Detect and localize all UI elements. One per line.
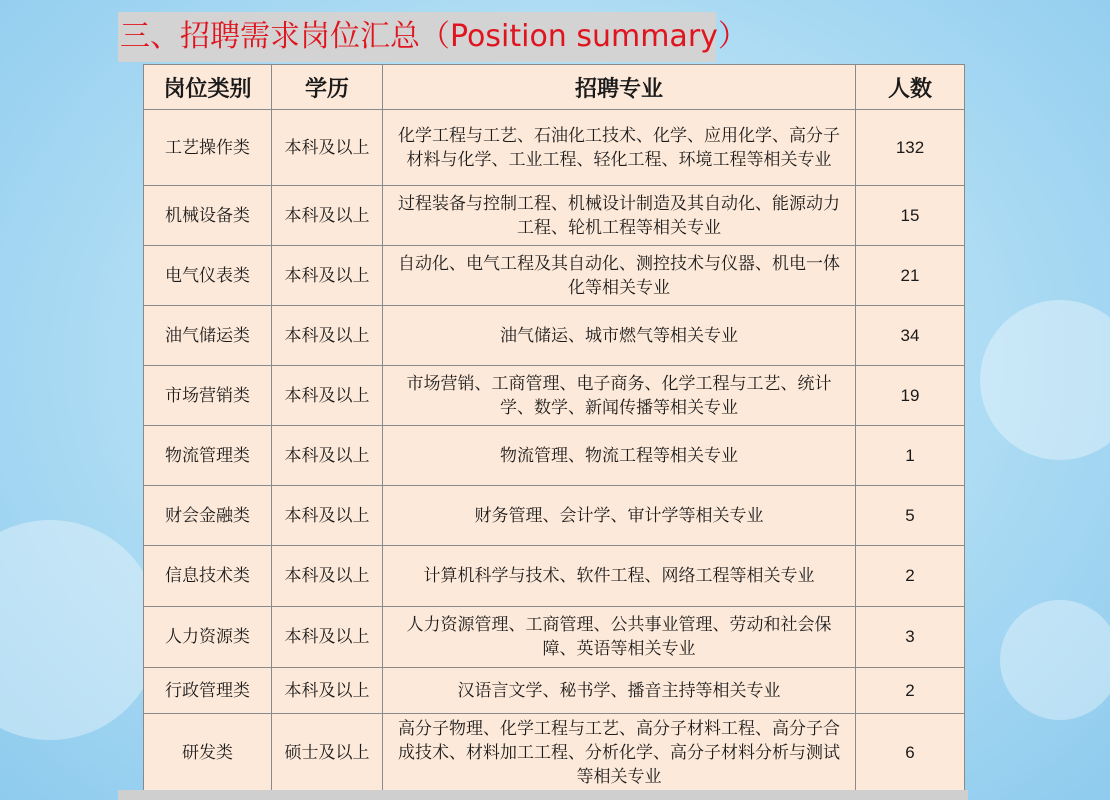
cell-category: 物流管理类 [144, 426, 272, 486]
cell-category: 财会金融类 [144, 486, 272, 546]
cell-major: 高分子物理、化学工程与工艺、高分子材料工程、高分子合成技术、材料加工工程、分析化学、高分子材料分析与测试等相关专业 [383, 714, 856, 792]
header-category: 岗位类别 [144, 65, 272, 110]
position-summary-table [143, 64, 965, 792]
cell-category: 电气仪表类 [144, 246, 272, 306]
cell-education: 本科及以上 [272, 246, 383, 306]
cell-count: 2 [856, 546, 965, 607]
table-row [144, 366, 965, 426]
cell-count: 1 [856, 426, 965, 486]
cell-count: 34 [856, 306, 965, 366]
cell-major: 人力资源管理、工商管理、公共事业管理、劳动和社会保障、英语等相关专业 [383, 607, 856, 668]
table-row [144, 110, 965, 186]
table-row [144, 714, 965, 792]
cell-category: 油气储运类 [144, 306, 272, 366]
cell-education: 本科及以上 [272, 546, 383, 607]
bottom-strip [118, 790, 968, 800]
table-row [144, 306, 965, 366]
background-bubble [980, 300, 1110, 460]
cell-category: 行政管理类 [144, 668, 272, 714]
cell-count: 3 [856, 607, 965, 668]
cell-education: 本科及以上 [272, 366, 383, 426]
slide-title: 三、招聘需求岗位汇总（Position summary） [120, 19, 748, 54]
table-row [144, 486, 965, 546]
cell-major: 油气储运、城市燃气等相关专业 [383, 306, 856, 366]
table-row [144, 668, 965, 714]
cell-category: 市场营销类 [144, 366, 272, 426]
table-row [144, 246, 965, 306]
cell-education: 本科及以上 [272, 306, 383, 366]
cell-count: 21 [856, 246, 965, 306]
cell-education: 本科及以上 [272, 668, 383, 714]
table-row [144, 186, 965, 246]
header-education: 学历 [272, 65, 383, 110]
cell-category: 机械设备类 [144, 186, 272, 246]
cell-major: 自动化、电气工程及其自动化、测控技术与仪器、机电一体化等相关专业 [383, 246, 856, 306]
header-major: 招聘专业 [383, 65, 856, 110]
cell-major: 物流管理、物流工程等相关专业 [383, 426, 856, 486]
background-bubble [1000, 600, 1110, 720]
cell-education: 本科及以上 [272, 426, 383, 486]
cell-education: 本科及以上 [272, 486, 383, 546]
cell-education: 本科及以上 [272, 607, 383, 668]
table-row [144, 546, 965, 607]
cell-major: 过程装备与控制工程、机械设计制造及其自动化、能源动力工程、轮机工程等相关专业 [383, 186, 856, 246]
cell-education: 本科及以上 [272, 110, 383, 186]
cell-major: 化学工程与工艺、石油化工技术、化学、应用化学、高分子材料与化学、工业工程、轻化工程、环境工程等相关专业 [383, 110, 856, 186]
slide-title-bar [118, 12, 748, 62]
cell-major: 财务管理、会计学、审计学等相关专业 [383, 486, 856, 546]
cell-major: 计算机科学与技术、软件工程、网络工程等相关专业 [383, 546, 856, 607]
cell-category: 人力资源类 [144, 607, 272, 668]
table-header-row [144, 65, 965, 110]
cell-count: 5 [856, 486, 965, 546]
cell-major: 市场营销、工商管理、电子商务、化学工程与工艺、统计学、数学、新闻传播等相关专业 [383, 366, 856, 426]
cell-count: 2 [856, 668, 965, 714]
cell-count: 19 [856, 366, 965, 426]
cell-category: 信息技术类 [144, 546, 272, 607]
background-bubble [0, 520, 160, 740]
cell-category: 研发类 [144, 714, 272, 792]
cell-major: 汉语言文学、秘书学、播音主持等相关专业 [383, 668, 856, 714]
header-count: 人数 [856, 65, 965, 110]
cell-education: 硕士及以上 [272, 714, 383, 792]
table-row [144, 426, 965, 486]
cell-count: 132 [856, 110, 965, 186]
table-row [144, 607, 965, 668]
cell-education: 本科及以上 [272, 186, 383, 246]
cell-count: 15 [856, 186, 965, 246]
cell-category: 工艺操作类 [144, 110, 272, 186]
cell-count: 6 [856, 714, 965, 792]
